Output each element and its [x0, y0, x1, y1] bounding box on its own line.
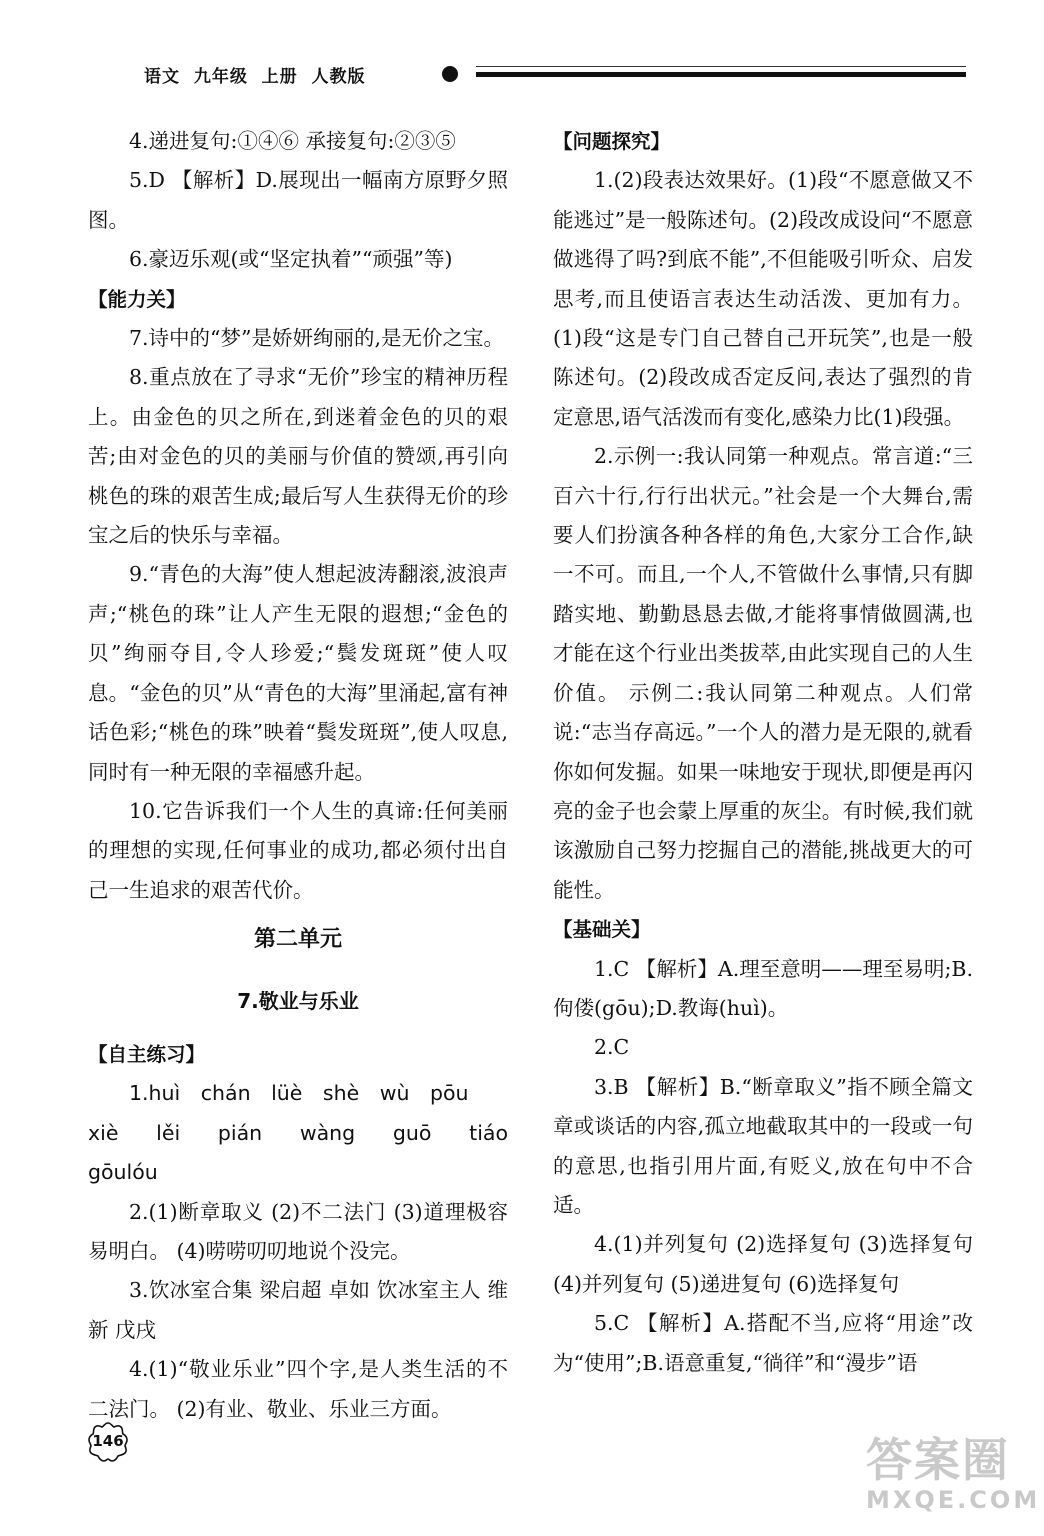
answer-line: 5.D 【解析】D.展现出一幅南方原野夕照图。 [88, 168, 508, 232]
header-dot [442, 66, 458, 82]
answer-line: 2.C [594, 1035, 630, 1060]
answer-line: 4.递进复句:①④⑥ 承接复句:②③⑤ [129, 129, 456, 153]
page-number: 146 [92, 1432, 124, 1450]
answer-paragraph: 5.C 【解析】A.搭配不当,应将“用途”改为“使用”;B.语意重复,“徜徉”和“漫步”语 [553, 1311, 973, 1375]
section-heading: 【能力关】 [88, 287, 186, 311]
section-heading: 【基础关】 [553, 918, 651, 942]
answer-paragraph: 8.重点放在了寻求“无价”珍宝的精神历程上。由金色的贝之所在,到迷着金色的贝的艰苦;由对金色的贝的美丽与价值的赞颂,再引向桃色的珠的艰苦生成;最后写人生获得无价的珍宝之后的快乐与幸福。 [88, 365, 508, 548]
answer-paragraph: 1.(2)段表达效果好。(1)段“不愿意做又不能逃过”是一般陈述句。(2)段改成设问“不愿意做逃得了吗?到底不能”,不但能吸引听众、启发思考,而且使语言表达生动活泼、更加有力。(1)段“这是专门自己替自己开玩笑”,也是一般陈述句。(2)段改成否定反问,表达了强烈的肯定意思,语气活泼而有变化,感染力比(1)段强。 [553, 168, 973, 429]
header-title: 语文 九年级 上册 人教版 [144, 67, 366, 87]
pinyin-line: 1.huì chán lüè shè wù pōu [129, 1081, 469, 1106]
page-header [88, 58, 968, 90]
right-column [553, 122, 973, 1383]
answer-paragraph: 1.C 【解析】A.理至意明——理至易明;B.佝偻(gōu);D.教诲(huì)。 [553, 956, 973, 1020]
answer-paragraph: 3.B 【解析】B.“断章取义”指不顾全篇文章或谈话的内容,孤立地截取其中的一段或一句的意思,也指引用片面,有贬义,放在句中不合适。 [553, 1074, 973, 1217]
answer-paragraph: 10.它告诉我们一个人生的真谛:任何美丽的理想的实现,任何事业的成功,都必须付出自己一生追求的艰苦代价。 [88, 798, 508, 902]
watermark [866, 1433, 1041, 1524]
answer-paragraph: 9.“青色的大海”使人想起波涛翻滚,波浪声声;“桃色的珠”让人产生无限的遐想;“金色的贝”绚丽夺目,令人珍爱;“鬓发斑斑”使人叹息。“金色的贝”从“青色的大海”里涌起,富有神话色彩;“桃色的珠”映着“鬓发斑斑”,使人叹息,同时有一种无限的幸福感升起。 [88, 562, 508, 784]
watermark-url: MXQE.COM [866, 1486, 1041, 1514]
lesson-title: 7.敬业与乐业 [237, 988, 359, 1013]
answer-paragraph: 3.饮冰室合集 梁启超 卓如 饮冰室主人 维新 戊戌 [88, 1278, 508, 1342]
header-rule [476, 72, 966, 77]
left-column [88, 122, 508, 1429]
pinyin-line: xiè lěi pián wàng guō tiáo gōulóu [88, 1120, 508, 1185]
answer-paragraph: 2.示例一:我认同第一种观点。常言道:“三百六十行,行行出状元。”社会是一个大舞台,需要人们扮演各种各样的角色,大家分工合作,缺一不可。而且,一个人,不管做什么事情,只有脚踏实地、勤勤恳恳去做,才能将事情做圆满,也才能在这个行业出类拔萃,由此实现自己的人生价值。 示例二:我认同第二种观点。人们常说:“志当存高远。”一个人的潜力是无限的,就看你如何发掘。如果一味地安于现状,即便是再闪亮的金子也会蒙上厚重的灰尘。有时候,我们就该激励自己努力挖掘自己的潜能,挑战更大的可能性。 [553, 444, 973, 902]
unit-title: 第二单元 [253, 927, 342, 953]
watermark-logo: 答案圈 [866, 1433, 1010, 1487]
answer-paragraph: 4.(1)“敬业乐业”四个字,是人类生活的不二法门。 (2)有业、敬业、乐业三方面。 [88, 1357, 508, 1421]
header-rule-thin [476, 66, 966, 67]
answer-line: 6.豪迈乐观(或“坚定执着”“顽强”等) [129, 247, 453, 272]
answer-paragraph: 4.(1)并列复句 (2)选择复句 (3)选择复句 (4)并列复句 (5)递进复句 (6)选择复句 [553, 1232, 973, 1296]
answer-paragraph: 2.(1)断章取义 (2)不二法门 (3)道理极容易明白。 (4)唠唠叨叨地说个没完。 [88, 1199, 508, 1263]
section-heading: 【自主练习】 [88, 1042, 206, 1066]
answer-paragraph: 7.诗中的“梦”是娇妍绚丽的,是无价之宝。 [129, 326, 505, 351]
page-number-badge [86, 1420, 130, 1464]
section-heading: 【问题探究】 [553, 130, 671, 153]
